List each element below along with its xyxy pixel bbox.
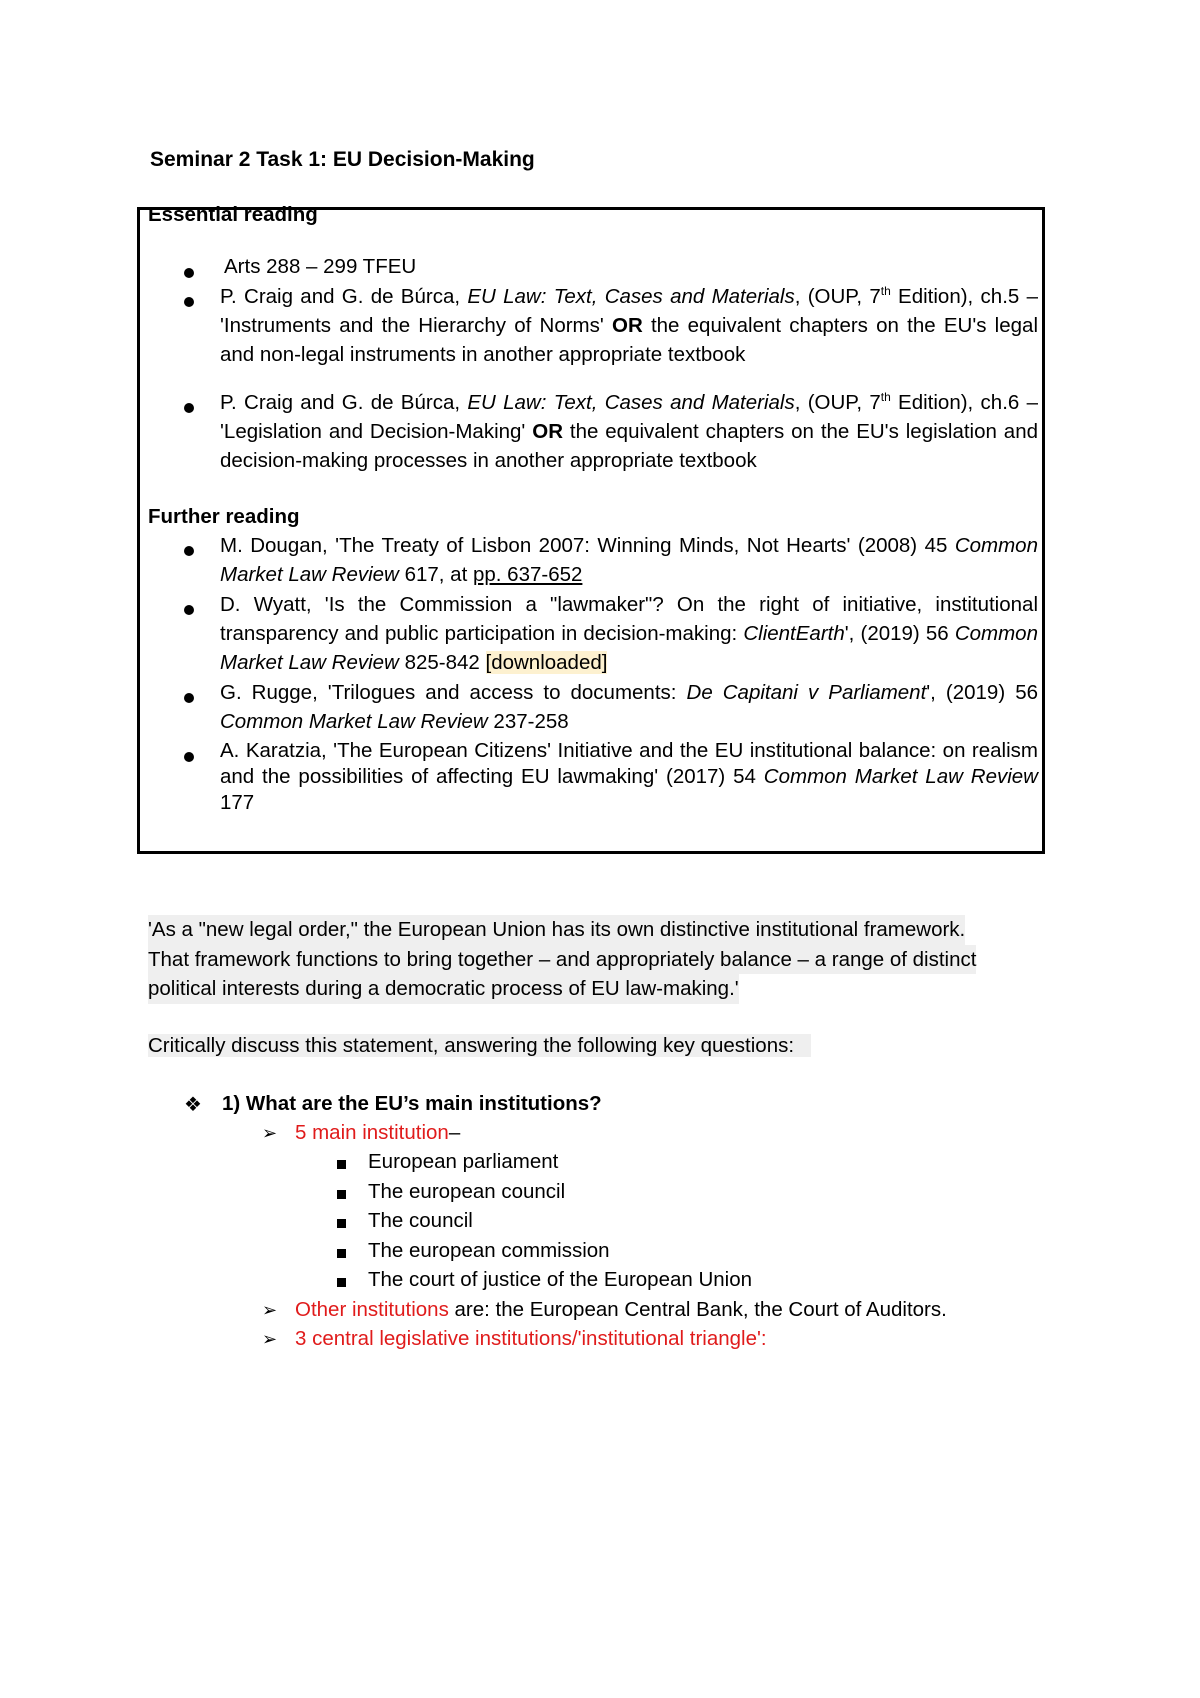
- question-1: ❖ 1) What are the EU’s main institutions?: [184, 1092, 602, 1116]
- further-item-rugge: G. Rugge, 'Trilogues and access to documents: De Capitani v Parliament', (2019) 56 Common Market Law Review 237-258: [220, 681, 1038, 733]
- page-title: Seminar 2 Task 1: EU Decision-Making: [150, 148, 535, 171]
- essential-reading-heading: Essential reading: [148, 203, 318, 226]
- arrow-bullet-icon: ➢: [262, 1300, 278, 1320]
- other-institutions-item: Other institutions are: the European Central Bank, the Court of Auditors.: [295, 1298, 947, 1321]
- essential-item-tfeu: Arts 288 – 299 TFEU: [224, 255, 417, 278]
- bullet-icon: [184, 268, 194, 278]
- further-reading-heading: Further reading: [148, 505, 300, 528]
- further-item-wyatt: D. Wyatt, 'Is the Commission a "lawmaker"? On the right of initiative, institutional transparency and public participation in decision-making: ClientEarth', (2019) 56 Common Market Law Review 825-842 [downloaded]: [220, 593, 1038, 674]
- further-item-karatzia: A. Karatzia, 'The European Citizens' Initiative and the EU institutional balance: on realism and the possibilities of affecting EU lawmaking' (2017) 54 Common Market Law Review 177: [220, 739, 1038, 814]
- diamond-bullet-icon: ❖: [184, 1094, 202, 1116]
- bullet-icon: [184, 693, 194, 703]
- discussion-prompt: Critically discuss this statement, answering the following key questions:: [148, 1034, 811, 1058]
- bullet-icon: [184, 297, 194, 307]
- essential-item-craig-ch5: P. Craig and G. de Búrca, EU Law: Text, Cases and Materials, (OUP, 7th Edition), ch.5 – 'Instruments and the Hierarchy of Norms' OR the equivalent chapters on the EU's legal and non-legal instruments in another appropriate textbook: [220, 284, 1038, 366]
- essential-item-craig-ch6: P. Craig and G. de Búrca, EU Law: Text, Cases and Materials, (OUP, 7th Edition), ch.6 – 'Legislation and Decision-Making' OR the equivalent chapters on the EU's legislation and decision-making processes in another appropriate textbook: [220, 390, 1038, 472]
- institutional-triangle-item: 3 central legislative institutions/'institutional triangle':: [295, 1327, 767, 1350]
- bullet-icon: [184, 546, 194, 556]
- institution-item: The european council: [368, 1180, 566, 1203]
- institution-item: European parliament: [368, 1150, 559, 1173]
- bullet-icon: [184, 605, 194, 615]
- statement-quote: 'As a "new legal order," the European Union has its own distinctive institutional framework. That framework functions to bring together – and appropriately balance – a range of distinct political interests during a democratic process of EU law-making.': [148, 915, 976, 1004]
- main-institutions-heading: 5 main institution–: [295, 1121, 461, 1144]
- square-bullet-icon: [337, 1249, 346, 1258]
- square-bullet-icon: [337, 1278, 346, 1287]
- institution-item: The court of justice of the European Union: [368, 1268, 753, 1291]
- square-bullet-icon: [337, 1219, 346, 1228]
- square-bullet-icon: [337, 1160, 346, 1169]
- institution-item: The european commission: [368, 1239, 610, 1262]
- further-item-dougan: M. Dougan, 'The Treaty of Lisbon 2007: Winning Minds, Not Hearts' (2008) 45 Common Market Law Review 617, at pp. 637-652: [220, 534, 1038, 586]
- bullet-icon: [184, 752, 194, 762]
- institution-item: The council: [368, 1209, 473, 1232]
- bullet-icon: [184, 403, 194, 413]
- arrow-bullet-icon: ➢: [262, 1329, 278, 1349]
- downloaded-tag: [downloaded]: [485, 651, 608, 674]
- square-bullet-icon: [337, 1190, 346, 1199]
- arrow-bullet-icon: ➢: [262, 1123, 278, 1143]
